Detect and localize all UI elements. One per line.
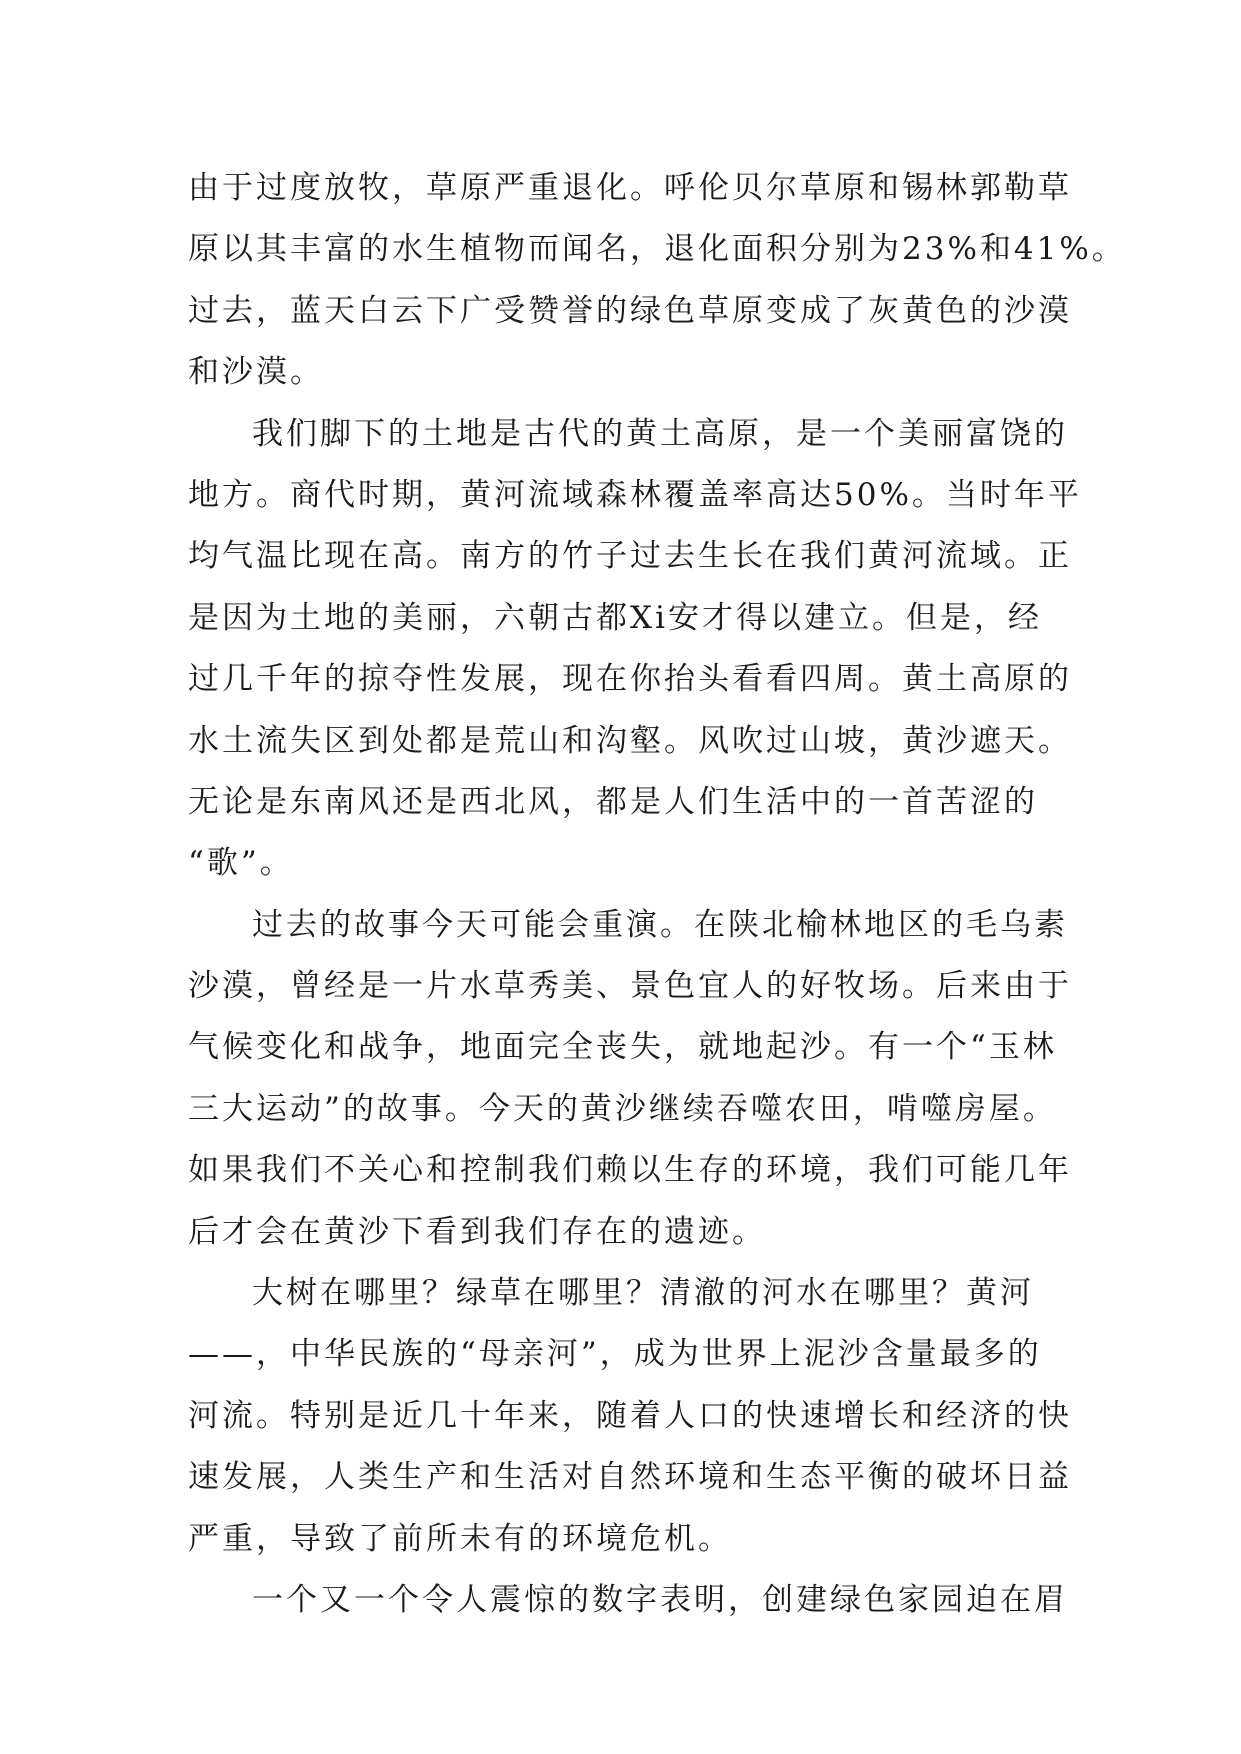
- text-line: 原以其丰富的水生植物而闻名，退化面积分别为23%和41%。: [188, 231, 1126, 268]
- text-line: 沙漠，曾经是一片水草秀美、景色宜人的好牧场。后来由于: [188, 968, 1072, 1005]
- text-line: 过几千年的掠夺性发展，现在你抬头看看四周。黄土高原的: [188, 661, 1072, 698]
- text-line: 过去，蓝天白云下广受赞誉的绿色草原变成了灰黄色的沙漠: [188, 292, 1072, 329]
- text-line: 和沙漠。: [188, 354, 324, 391]
- text-line: 气候变化和战争，地面完全丧失，就地起沙。有一个“玉林: [188, 1029, 1057, 1066]
- paragraph-first-line: 大树在哪里？绿草在哪里？清澈的河水在哪里？黄河: [252, 1275, 1034, 1312]
- paragraph-first-line: 过去的故事今天可能会重演。在陕北榆林地区的毛乌素: [252, 906, 1068, 943]
- text-line: 速发展，人类生产和生活对自然环境和生态平衡的破坏日益: [188, 1459, 1072, 1496]
- text-line: 严重，导致了前所未有的环境危机。: [188, 1520, 732, 1557]
- text-line: 水土流失区到处都是荒山和沟壑。风吹过山坡，黄沙遮天。: [188, 722, 1072, 759]
- paragraph-first-line: 我们脚下的土地是古代的黄土高原，是一个美丽富饶的: [252, 415, 1068, 452]
- text-line: 后才会在黄沙下看到我们存在的遗迹。: [188, 1213, 766, 1250]
- paragraph-first-line: 一个又一个令人震惊的数字表明，创建绿色家园迫在眉: [252, 1581, 1068, 1618]
- text-line: ——，中华民族的“母亲河”，成为世界上泥沙含量最多的: [188, 1336, 1042, 1373]
- text-line: 如果我们不关心和控制我们赖以生存的环境，我们可能几年: [188, 1152, 1072, 1189]
- body-text: [188, 158, 1126, 1631]
- text-line: 地方。商代时期，黄河流域森林覆盖率高达50%。当时年平: [188, 476, 1082, 513]
- text-line: 由于过度放牧，草原严重退化。呼伦贝尔草原和锡林郭勒草: [188, 170, 1072, 206]
- text-line: 河流。特别是近几十年来，随着人口的快速增长和经济的快: [188, 1397, 1072, 1434]
- text-line: 均气温比现在高。南方的竹子过去生长在我们黄河流域。正: [188, 538, 1072, 575]
- text-line: 无论是东南风还是西北风，都是人们生活中的一首苦涩的: [188, 783, 1038, 820]
- text-line: 是因为土地的美丽，六朝古都Xi安才得以建立。但是，经: [188, 599, 1042, 636]
- text-line: 三大运动”的故事。今天的黄沙继续吞噬农田，啃噬房屋。: [188, 1090, 1057, 1127]
- text-line: “歌”。: [188, 845, 294, 882]
